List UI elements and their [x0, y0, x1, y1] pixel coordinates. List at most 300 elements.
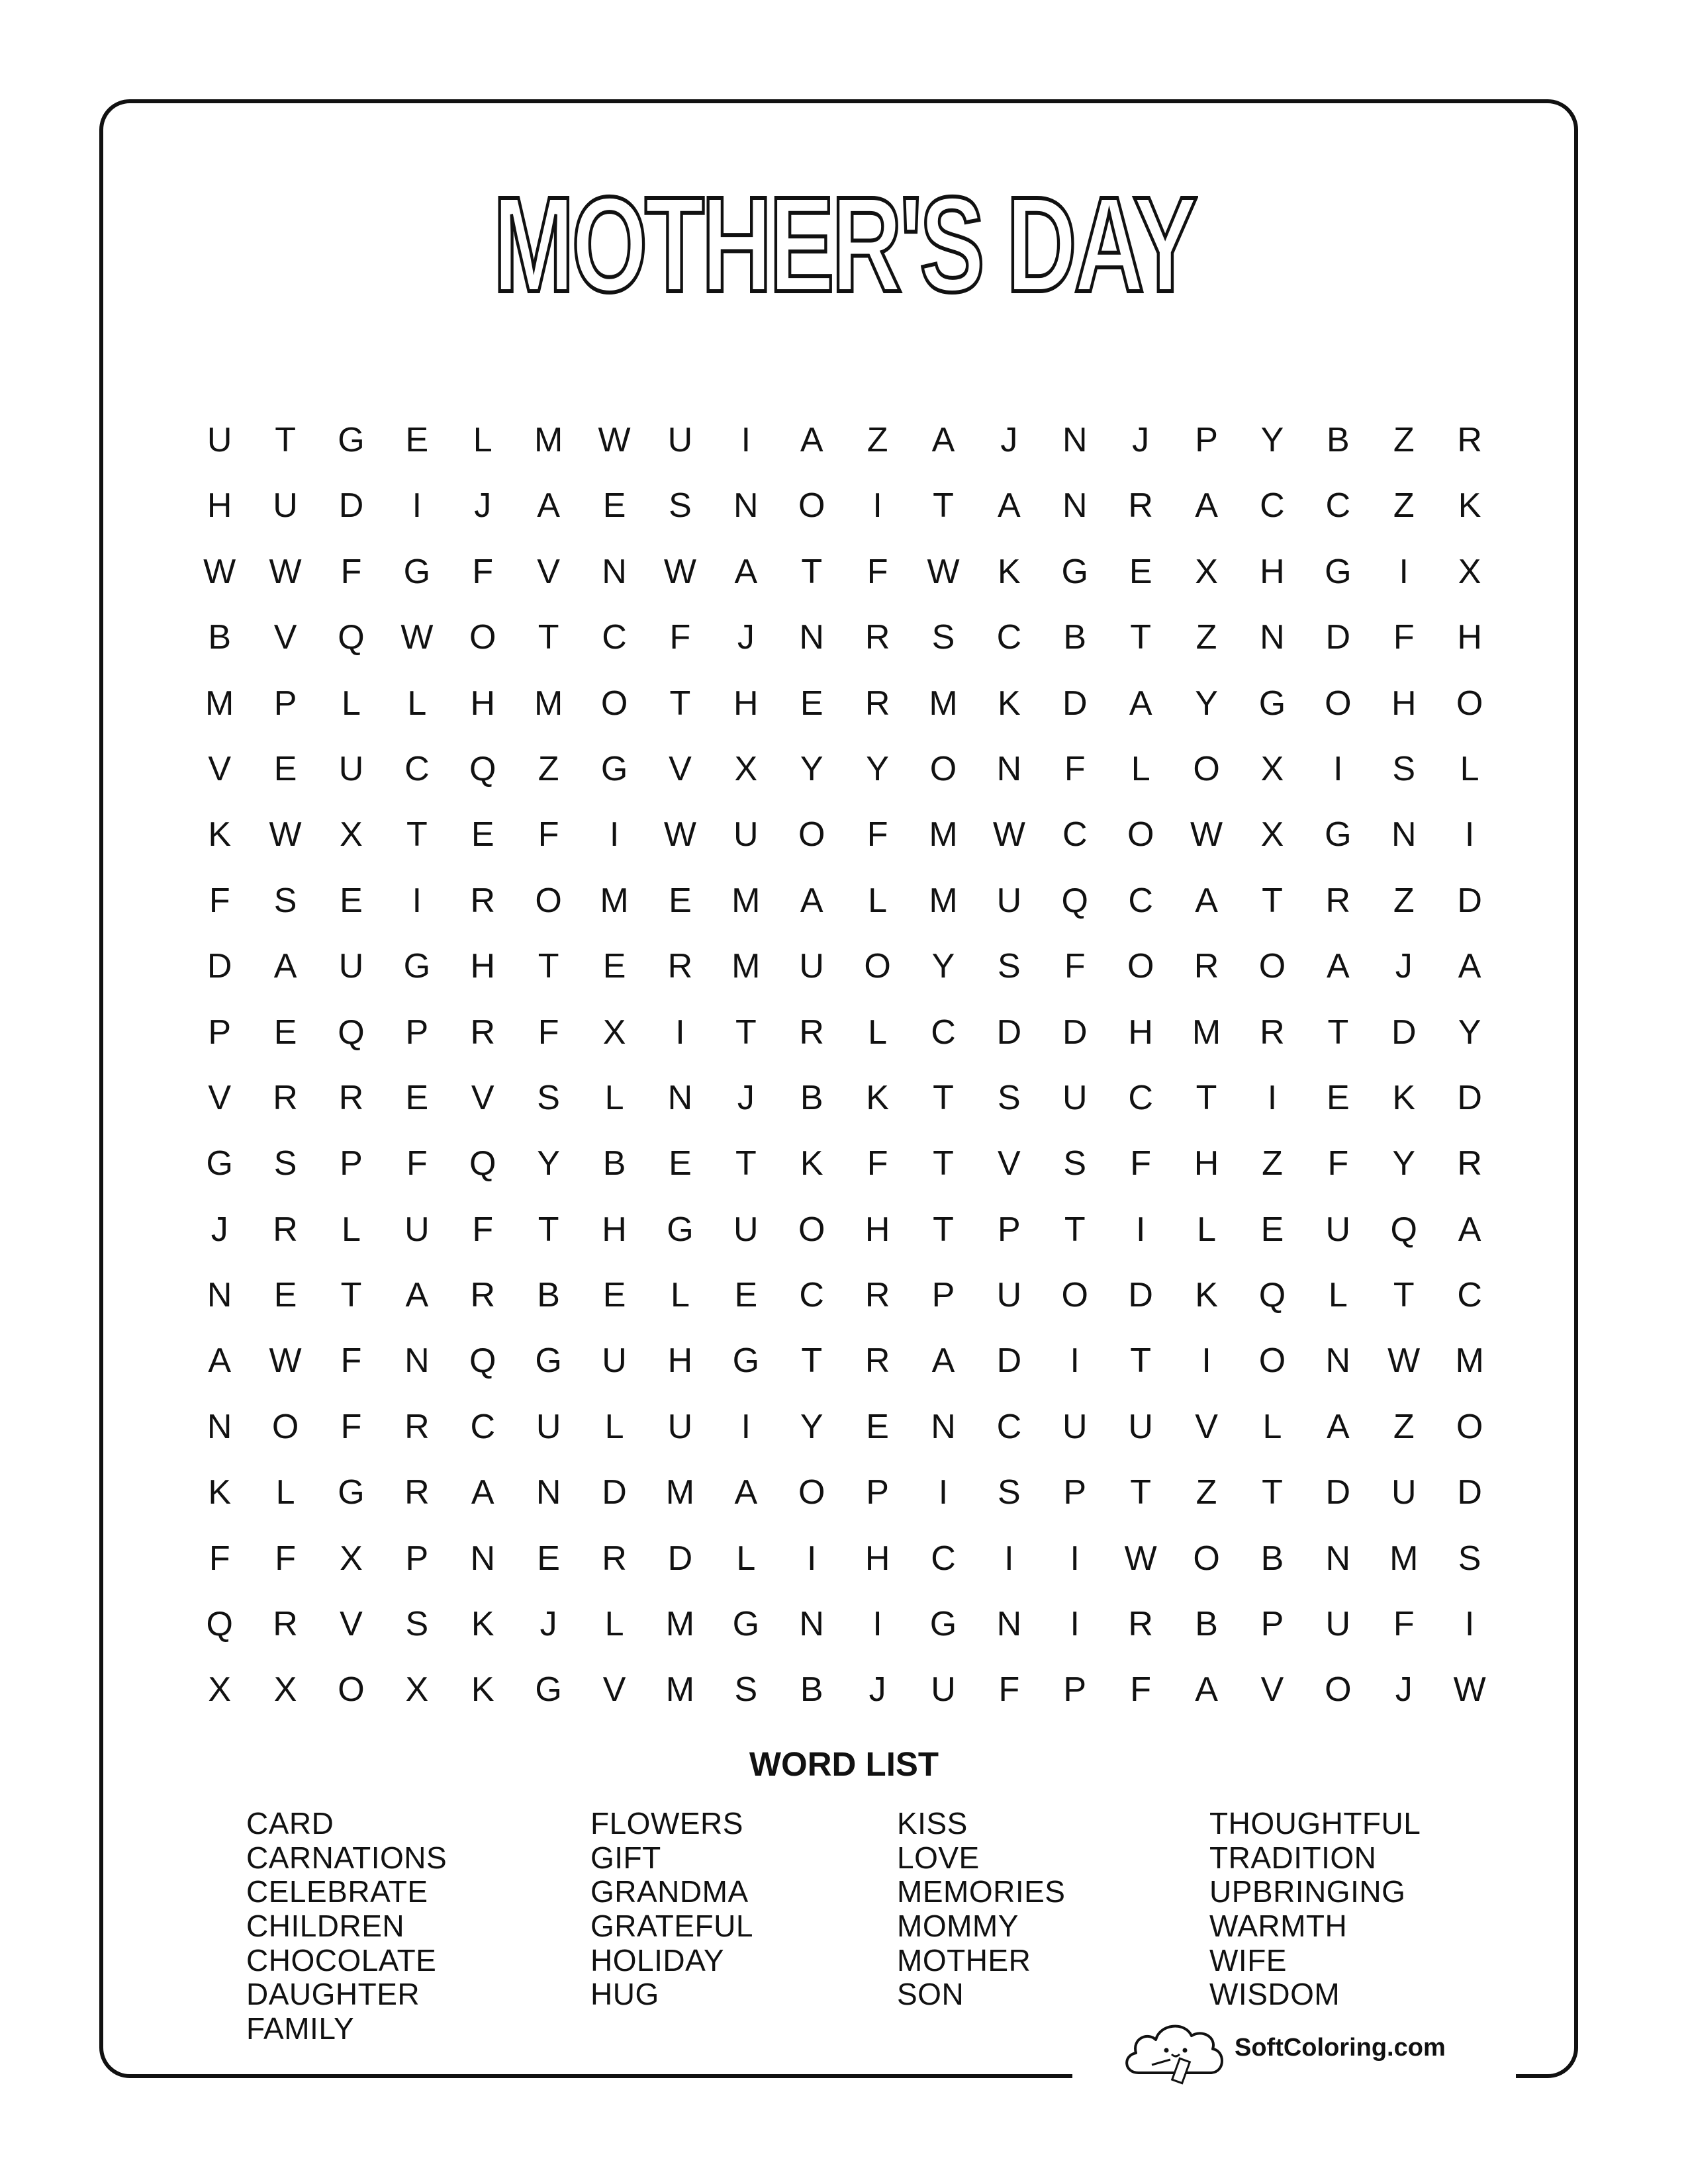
grid-letter[interactable]: A: [734, 1473, 758, 1512]
grid-letter[interactable]: N: [470, 1539, 496, 1578]
grid-letter[interactable]: G: [929, 1605, 957, 1644]
grid-letter[interactable]: R: [470, 1013, 496, 1052]
grid-letter[interactable]: N: [799, 618, 824, 657]
grid-letter[interactable]: U: [996, 1276, 1022, 1315]
grid-letter[interactable]: J: [1395, 1670, 1413, 1709]
grid-letter[interactable]: H: [470, 947, 496, 986]
grid-letter[interactable]: W: [269, 815, 302, 854]
grid-letter[interactable]: A: [1195, 881, 1218, 920]
grid-letter[interactable]: I: [1135, 1210, 1146, 1249]
grid-letter[interactable]: E: [866, 1407, 889, 1446]
grid-letter[interactable]: T: [933, 1078, 954, 1117]
grid-letter[interactable]: G: [1325, 815, 1352, 854]
grid-letter[interactable]: C: [404, 749, 430, 788]
grid-letter[interactable]: E: [537, 1539, 560, 1578]
grid-letter[interactable]: W: [269, 1342, 302, 1381]
grid-letter[interactable]: U: [931, 1670, 956, 1709]
grid-letter[interactable]: Z: [1196, 618, 1217, 657]
grid-letter[interactable]: I: [1464, 1605, 1475, 1644]
grid-letter[interactable]: J: [1132, 421, 1150, 459]
grid-letter[interactable]: U: [1325, 1605, 1351, 1644]
grid-letter[interactable]: Y: [800, 749, 823, 788]
grid-letter[interactable]: I: [1201, 1342, 1211, 1381]
grid-letter[interactable]: B: [800, 1670, 823, 1709]
grid-letter[interactable]: O: [1325, 684, 1352, 723]
grid-letter[interactable]: G: [338, 421, 365, 459]
grid-letter[interactable]: R: [865, 1342, 890, 1381]
grid-letter[interactable]: V: [602, 1670, 626, 1709]
grid-letter[interactable]: A: [1195, 486, 1218, 525]
grid-letter[interactable]: L: [868, 1013, 888, 1052]
grid-letter[interactable]: K: [998, 684, 1021, 723]
grid-letter[interactable]: B: [537, 1276, 560, 1315]
grid-letter[interactable]: S: [1063, 1144, 1087, 1183]
grid-letter[interactable]: L: [473, 421, 492, 459]
grid-letter[interactable]: T: [1064, 1210, 1086, 1249]
grid-letter[interactable]: L: [670, 1276, 690, 1315]
grid-letter[interactable]: B: [1260, 1539, 1284, 1578]
grid-letter[interactable]: S: [998, 947, 1021, 986]
grid-letter[interactable]: G: [600, 749, 628, 788]
grid-letter[interactable]: O: [1193, 749, 1220, 788]
grid-letter[interactable]: Z: [1393, 486, 1415, 525]
grid-letter[interactable]: V: [1195, 1407, 1218, 1446]
grid-letter[interactable]: U: [207, 421, 232, 459]
grid-letter[interactable]: A: [931, 1342, 955, 1381]
grid-letter[interactable]: P: [1063, 1473, 1087, 1512]
grid-letter[interactable]: X: [602, 1013, 626, 1052]
grid-letter[interactable]: M: [205, 684, 234, 723]
grid-letter[interactable]: K: [208, 1473, 232, 1512]
grid-letter[interactable]: M: [534, 684, 563, 723]
grid-letter[interactable]: H: [1128, 1013, 1153, 1052]
grid-letter[interactable]: O: [1456, 684, 1483, 723]
grid-letter[interactable]: V: [340, 1605, 363, 1644]
grid-letter[interactable]: T: [538, 618, 559, 657]
grid-letter[interactable]: N: [1062, 421, 1088, 459]
grid-letter[interactable]: I: [872, 486, 882, 525]
grid-letter[interactable]: U: [1325, 1210, 1351, 1249]
grid-letter[interactable]: N: [667, 1078, 693, 1117]
grid-letter[interactable]: W: [927, 552, 960, 591]
grid-letter[interactable]: A: [1129, 684, 1152, 723]
grid-letter[interactable]: X: [1260, 749, 1284, 788]
grid-letter[interactable]: H: [667, 1342, 693, 1381]
grid-letter[interactable]: R: [865, 684, 890, 723]
grid-letter[interactable]: R: [1325, 881, 1351, 920]
grid-letter[interactable]: I: [1004, 1539, 1014, 1578]
grid-letter[interactable]: N: [602, 552, 627, 591]
grid-letter[interactable]: M: [929, 881, 958, 920]
grid-letter[interactable]: I: [741, 421, 751, 459]
grid-letter[interactable]: U: [1128, 1407, 1153, 1446]
grid-letter[interactable]: I: [1267, 1078, 1278, 1117]
grid-letter[interactable]: U: [733, 815, 759, 854]
grid-letter[interactable]: Y: [866, 749, 889, 788]
grid-letter[interactable]: D: [207, 947, 232, 986]
grid-letter[interactable]: U: [273, 486, 298, 525]
grid-letter[interactable]: C: [931, 1013, 956, 1052]
grid-letter[interactable]: W: [203, 552, 236, 591]
grid-letter[interactable]: Q: [338, 618, 365, 657]
grid-letter[interactable]: E: [602, 1276, 626, 1315]
grid-letter[interactable]: S: [669, 486, 692, 525]
grid-letter[interactable]: A: [1326, 1407, 1350, 1446]
grid-letter[interactable]: M: [665, 1670, 695, 1709]
grid-letter[interactable]: J: [868, 1670, 886, 1709]
grid-letter[interactable]: M: [731, 881, 761, 920]
grid-letter[interactable]: T: [801, 552, 823, 591]
grid-letter[interactable]: Y: [1458, 1013, 1481, 1052]
grid-letter[interactable]: A: [800, 421, 823, 459]
grid-letter[interactable]: T: [933, 486, 954, 525]
grid-letter[interactable]: U: [1062, 1407, 1088, 1446]
grid-letter[interactable]: F: [406, 1144, 428, 1183]
grid-letter[interactable]: N: [1062, 486, 1088, 525]
grid-letter[interactable]: M: [1389, 1539, 1419, 1578]
grid-letter[interactable]: V: [669, 749, 692, 788]
grid-letter[interactable]: T: [933, 1210, 954, 1249]
grid-letter[interactable]: H: [602, 1210, 627, 1249]
grid-letter[interactable]: D: [996, 1342, 1022, 1381]
grid-letter[interactable]: F: [867, 815, 888, 854]
grid-letter[interactable]: B: [800, 1078, 823, 1117]
grid-letter[interactable]: R: [470, 1276, 496, 1315]
grid-letter[interactable]: A: [1458, 947, 1481, 986]
grid-letter[interactable]: G: [338, 1473, 365, 1512]
grid-letter[interactable]: V: [273, 618, 297, 657]
grid-letter[interactable]: Z: [1393, 1407, 1415, 1446]
grid-letter[interactable]: D: [1325, 1473, 1351, 1512]
grid-letter[interactable]: E: [669, 1144, 692, 1183]
grid-letter[interactable]: Y: [800, 1407, 823, 1446]
grid-letter[interactable]: J: [474, 486, 492, 525]
grid-letter[interactable]: D: [1391, 1013, 1417, 1052]
grid-letter[interactable]: A: [998, 486, 1021, 525]
grid-letter[interactable]: T: [801, 1342, 823, 1381]
grid-letter[interactable]: O: [798, 1473, 825, 1512]
grid-letter[interactable]: G: [1061, 552, 1088, 591]
grid-letter[interactable]: U: [1062, 1078, 1088, 1117]
grid-letter[interactable]: Z: [867, 421, 888, 459]
grid-letter[interactable]: L: [604, 1078, 624, 1117]
grid-letter[interactable]: K: [1458, 486, 1481, 525]
grid-letter[interactable]: K: [866, 1078, 889, 1117]
grid-letter[interactable]: O: [600, 684, 628, 723]
grid-letter[interactable]: B: [1195, 1605, 1218, 1644]
grid-letter[interactable]: C: [1260, 486, 1285, 525]
grid-letter[interactable]: E: [734, 1276, 758, 1315]
grid-letter[interactable]: W: [1387, 1342, 1421, 1381]
grid-letter[interactable]: G: [667, 1210, 694, 1249]
grid-letter[interactable]: P: [1063, 1670, 1087, 1709]
grid-letter[interactable]: K: [1195, 1276, 1218, 1315]
grid-letter[interactable]: Z: [538, 749, 559, 788]
grid-letter[interactable]: O: [929, 749, 957, 788]
grid-letter[interactable]: C: [996, 1407, 1022, 1446]
grid-letter[interactable]: O: [271, 1407, 299, 1446]
grid-letter[interactable]: R: [602, 1539, 627, 1578]
grid-letter[interactable]: X: [405, 1670, 429, 1709]
grid-letter[interactable]: L: [1197, 1210, 1217, 1249]
grid-letter[interactable]: Q: [1390, 1210, 1417, 1249]
grid-letter[interactable]: H: [1391, 684, 1417, 723]
grid-letter[interactable]: I: [1070, 1539, 1080, 1578]
grid-letter[interactable]: U: [404, 1210, 430, 1249]
grid-letter[interactable]: J: [539, 1605, 557, 1644]
grid-letter[interactable]: M: [929, 815, 958, 854]
grid-letter[interactable]: U: [1391, 1473, 1417, 1512]
grid-letter[interactable]: X: [1260, 815, 1284, 854]
grid-letter[interactable]: C: [1457, 1276, 1482, 1315]
grid-letter[interactable]: E: [405, 421, 429, 459]
grid-letter[interactable]: R: [1128, 486, 1153, 525]
grid-letter[interactable]: T: [1130, 1342, 1152, 1381]
grid-letter[interactable]: T: [933, 1144, 954, 1183]
grid-letter[interactable]: C: [1128, 1078, 1153, 1117]
grid-letter[interactable]: H: [207, 486, 232, 525]
grid-letter[interactable]: M: [1192, 1013, 1221, 1052]
grid-letter[interactable]: P: [1195, 421, 1218, 459]
grid-letter[interactable]: U: [338, 947, 364, 986]
grid-letter[interactable]: I: [806, 1539, 817, 1578]
grid-letter[interactable]: U: [602, 1342, 627, 1381]
grid-letter[interactable]: T: [1393, 1276, 1415, 1315]
grid-letter[interactable]: G: [732, 1342, 760, 1381]
grid-letter[interactable]: U: [536, 1407, 561, 1446]
grid-letter[interactable]: W: [269, 552, 302, 591]
grid-letter[interactable]: P: [405, 1539, 429, 1578]
grid-letter[interactable]: U: [338, 749, 364, 788]
grid-letter[interactable]: G: [535, 1670, 562, 1709]
grid-letter[interactable]: Y: [931, 947, 955, 986]
grid-letter[interactable]: F: [209, 1539, 230, 1578]
grid-letter[interactable]: L: [604, 1605, 624, 1644]
grid-letter[interactable]: E: [340, 881, 363, 920]
grid-letter[interactable]: Q: [206, 1605, 233, 1644]
grid-letter[interactable]: T: [275, 421, 296, 459]
grid-letter[interactable]: I: [1333, 749, 1343, 788]
grid-letter[interactable]: D: [667, 1539, 693, 1578]
grid-letter[interactable]: I: [1070, 1342, 1080, 1381]
grid-letter[interactable]: R: [404, 1473, 430, 1512]
grid-letter[interactable]: U: [733, 1210, 759, 1249]
grid-letter[interactable]: H: [1260, 552, 1285, 591]
grid-letter[interactable]: F: [867, 1144, 888, 1183]
grid-letter[interactable]: A: [537, 486, 560, 525]
grid-letter[interactable]: I: [938, 1473, 949, 1512]
grid-letter[interactable]: Y: [537, 1144, 560, 1183]
grid-letter[interactable]: A: [734, 552, 758, 591]
grid-letter[interactable]: V: [1260, 1670, 1284, 1709]
grid-letter[interactable]: W: [1124, 1539, 1157, 1578]
grid-letter[interactable]: D: [1457, 881, 1482, 920]
grid-letter[interactable]: L: [275, 1473, 295, 1512]
grid-letter[interactable]: O: [1258, 947, 1286, 986]
grid-letter[interactable]: K: [471, 1670, 494, 1709]
grid-letter[interactable]: M: [600, 881, 629, 920]
grid-letter[interactable]: G: [732, 1605, 760, 1644]
grid-letter[interactable]: O: [798, 1210, 825, 1249]
grid-letter[interactable]: T: [406, 815, 428, 854]
grid-letter[interactable]: R: [404, 1407, 430, 1446]
grid-letter[interactable]: X: [273, 1670, 297, 1709]
grid-letter[interactable]: W: [400, 618, 434, 657]
grid-letter[interactable]: F: [669, 618, 691, 657]
grid-letter[interactable]: D: [1457, 1078, 1482, 1117]
grid-letter[interactable]: V: [208, 1078, 232, 1117]
grid-letter[interactable]: G: [535, 1342, 562, 1381]
grid-letter[interactable]: H: [1457, 618, 1482, 657]
grid-letter[interactable]: Z: [1393, 421, 1415, 459]
grid-letter[interactable]: D: [1062, 684, 1088, 723]
grid-letter[interactable]: D: [996, 1013, 1022, 1052]
grid-letter[interactable]: G: [206, 1144, 233, 1183]
grid-letter[interactable]: N: [799, 1605, 824, 1644]
grid-letter[interactable]: T: [669, 684, 691, 723]
grid-letter[interactable]: N: [207, 1407, 232, 1446]
grid-letter[interactable]: J: [737, 618, 755, 657]
grid-letter[interactable]: F: [1064, 947, 1086, 986]
grid-letter[interactable]: H: [470, 684, 496, 723]
grid-letter[interactable]: W: [992, 815, 1025, 854]
grid-letter[interactable]: N: [207, 1276, 232, 1315]
grid-letter[interactable]: L: [1460, 749, 1479, 788]
grid-letter[interactable]: T: [1262, 881, 1283, 920]
grid-letter[interactable]: L: [407, 684, 427, 723]
grid-letter[interactable]: O: [798, 815, 825, 854]
grid-letter[interactable]: N: [1391, 815, 1417, 854]
grid-letter[interactable]: N: [536, 1473, 561, 1512]
grid-letter[interactable]: S: [931, 618, 955, 657]
grid-letter[interactable]: W: [663, 815, 696, 854]
grid-letter[interactable]: L: [604, 1407, 624, 1446]
grid-letter[interactable]: O: [338, 1670, 365, 1709]
grid-letter[interactable]: S: [998, 1473, 1021, 1512]
grid-letter[interactable]: A: [273, 947, 297, 986]
grid-letter[interactable]: G: [403, 552, 431, 591]
grid-letter[interactable]: P: [273, 684, 297, 723]
grid-letter[interactable]: P: [998, 1210, 1021, 1249]
grid-letter[interactable]: O: [864, 947, 891, 986]
grid-letter[interactable]: X: [340, 1539, 363, 1578]
grid-letter[interactable]: F: [1064, 749, 1086, 788]
grid-letter[interactable]: R: [667, 947, 693, 986]
grid-letter[interactable]: X: [340, 815, 363, 854]
grid-letter[interactable]: C: [799, 1276, 824, 1315]
grid-letter[interactable]: L: [868, 881, 888, 920]
grid-letter[interactable]: P: [340, 1144, 363, 1183]
grid-letter[interactable]: R: [865, 1276, 890, 1315]
grid-letter[interactable]: O: [1258, 1342, 1286, 1381]
grid-letter[interactable]: Q: [469, 1144, 496, 1183]
grid-letter[interactable]: E: [602, 947, 626, 986]
grid-letter[interactable]: G: [403, 947, 431, 986]
grid-letter[interactable]: F: [1130, 1670, 1152, 1709]
grid-letter[interactable]: U: [667, 421, 693, 459]
grid-letter[interactable]: X: [1458, 552, 1481, 591]
grid-letter[interactable]: E: [471, 815, 494, 854]
grid-letter[interactable]: V: [998, 1144, 1021, 1183]
grid-letter[interactable]: T: [340, 1276, 362, 1315]
grid-letter[interactable]: W: [663, 552, 696, 591]
grid-letter[interactable]: M: [665, 1605, 695, 1644]
grid-letter[interactable]: E: [273, 1276, 297, 1315]
grid-letter[interactable]: M: [665, 1473, 695, 1512]
grid-letter[interactable]: J: [211, 1210, 228, 1249]
grid-letter[interactable]: F: [1130, 1144, 1152, 1183]
grid-letter[interactable]: E: [669, 881, 692, 920]
grid-letter[interactable]: T: [1130, 1473, 1152, 1512]
grid-letter[interactable]: X: [208, 1670, 232, 1709]
grid-letter[interactable]: C: [1062, 815, 1088, 854]
grid-letter[interactable]: S: [537, 1078, 560, 1117]
grid-letter[interactable]: S: [1392, 749, 1416, 788]
grid-letter[interactable]: O: [1061, 1276, 1088, 1315]
grid-letter[interactable]: Y: [1195, 684, 1218, 723]
grid-letter[interactable]: V: [537, 552, 560, 591]
grid-letter[interactable]: I: [1070, 1605, 1080, 1644]
grid-letter[interactable]: Y: [1392, 1144, 1416, 1183]
grid-letter[interactable]: R: [273, 1078, 298, 1117]
grid-letter[interactable]: E: [273, 749, 297, 788]
grid-letter[interactable]: H: [733, 684, 759, 723]
grid-letter[interactable]: L: [736, 1539, 756, 1578]
grid-letter[interactable]: R: [273, 1605, 298, 1644]
grid-letter[interactable]: P: [208, 1013, 232, 1052]
grid-letter[interactable]: T: [1130, 618, 1152, 657]
grid-letter[interactable]: N: [733, 486, 759, 525]
grid-letter[interactable]: T: [538, 1210, 559, 1249]
grid-letter[interactable]: S: [998, 1078, 1021, 1117]
grid-letter[interactable]: S: [273, 1144, 297, 1183]
grid-letter[interactable]: H: [865, 1539, 890, 1578]
grid-letter[interactable]: S: [734, 1670, 758, 1709]
grid-letter[interactable]: A: [208, 1342, 232, 1381]
grid-letter[interactable]: D: [1128, 1276, 1153, 1315]
grid-letter[interactable]: P: [1260, 1605, 1284, 1644]
grid-letter[interactable]: Q: [469, 749, 496, 788]
grid-letter[interactable]: I: [412, 881, 422, 920]
grid-letter[interactable]: H: [865, 1210, 890, 1249]
grid-letter[interactable]: A: [800, 881, 823, 920]
grid-letter[interactable]: J: [737, 1078, 755, 1117]
grid-letter[interactable]: F: [998, 1670, 1020, 1709]
grid-letter[interactable]: R: [470, 881, 496, 920]
grid-letter[interactable]: I: [675, 1013, 685, 1052]
grid-letter[interactable]: Q: [1258, 1276, 1286, 1315]
grid-letter[interactable]: P: [866, 1473, 889, 1512]
grid-letter[interactable]: R: [1194, 947, 1219, 986]
grid-letter[interactable]: N: [1260, 618, 1285, 657]
grid-letter[interactable]: O: [1127, 815, 1154, 854]
grid-letter[interactable]: B: [602, 1144, 626, 1183]
grid-letter[interactable]: R: [1260, 1013, 1285, 1052]
grid-letter[interactable]: M: [929, 684, 958, 723]
grid-letter[interactable]: O: [1127, 947, 1154, 986]
grid-letter[interactable]: W: [598, 421, 631, 459]
grid-letter[interactable]: E: [273, 1013, 297, 1052]
grid-letter[interactable]: D: [338, 486, 364, 525]
grid-letter[interactable]: N: [996, 749, 1022, 788]
grid-letter[interactable]: F: [275, 1539, 296, 1578]
grid-letter[interactable]: Z: [1262, 1144, 1283, 1183]
grid-letter[interactable]: N: [931, 1407, 956, 1446]
grid-letter[interactable]: Z: [1393, 881, 1415, 920]
grid-letter[interactable]: R: [799, 1013, 824, 1052]
grid-letter[interactable]: B: [208, 618, 232, 657]
grid-letter[interactable]: X: [1195, 552, 1218, 591]
